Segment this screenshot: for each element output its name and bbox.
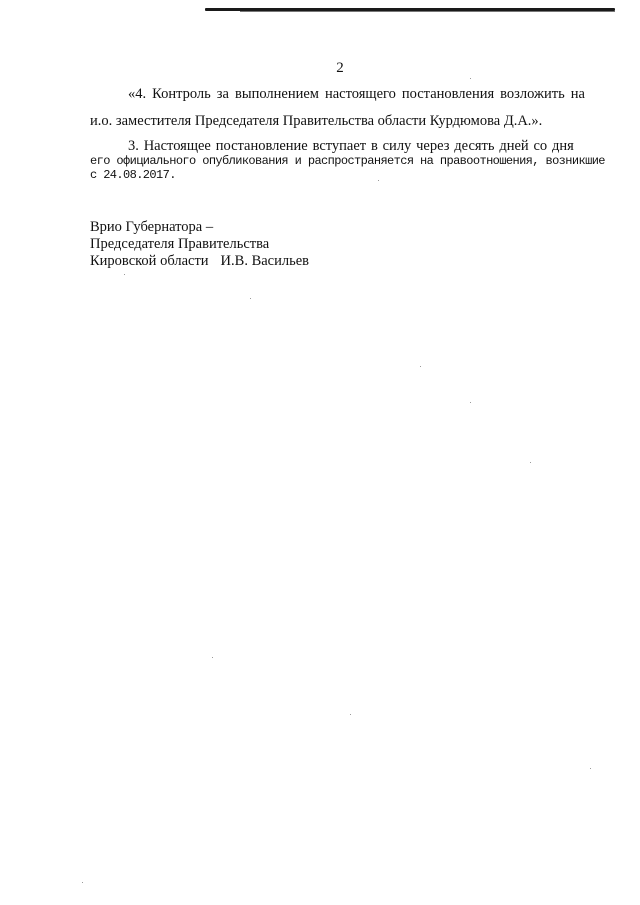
scan-speck xyxy=(82,882,83,883)
signature-name: И.В. Васильев xyxy=(220,253,309,269)
paragraph-3-line-3: с 24.08.2017. xyxy=(90,168,176,182)
scan-top-border-shadow xyxy=(240,11,615,12)
scan-speck xyxy=(530,462,531,463)
signature-line-3 xyxy=(90,253,309,270)
paragraph-4-line-2: и.о. заместителя Председателя Правительства области Курдюмова Д.А.». xyxy=(90,113,543,129)
scan-speck xyxy=(590,768,591,769)
scan-speck xyxy=(124,274,125,275)
scan-speck xyxy=(250,298,251,299)
page-number: 2 xyxy=(336,60,344,76)
signature-title-line-1: Врио Губернатора – xyxy=(90,219,214,235)
paragraph-3-line-1: 3. Настоящее постановление вступает в силу через десять дней со дня xyxy=(128,138,574,154)
scan-speck xyxy=(470,78,471,79)
scan-speck xyxy=(470,402,471,403)
scan-speck xyxy=(378,180,379,181)
paragraph-4-line-1: «4. Контроль за выполнением настоящего постановления возложить на xyxy=(128,86,585,102)
signature-title-line-2: Председателя Правительства xyxy=(90,236,270,252)
signature-organization: Кировской области xyxy=(90,253,209,269)
scan-speck xyxy=(420,366,421,367)
scan-speck xyxy=(350,714,351,715)
scan-speck xyxy=(212,657,213,658)
paragraph-3-line-2: его официального опубликования и распространяется на правоотношения, возникшие xyxy=(90,154,605,168)
scan-top-border xyxy=(205,8,615,11)
